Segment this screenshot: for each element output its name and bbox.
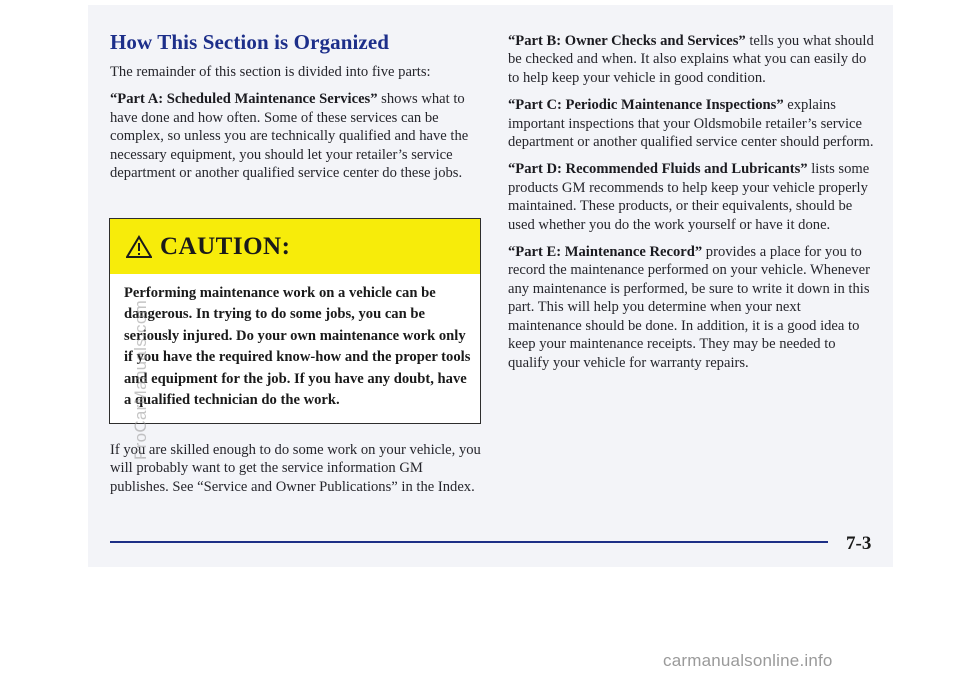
after-caution-paragraph-wrap <box>110 441 482 505</box>
part-d-title: “Part D: Recommended Fluids and Lubricants” <box>508 161 808 178</box>
part-a-text: shows what to have done and how often. Some of these services can be complex, so unless you are technically qualified and have the necessary equipment, you should let your retailer’s service department or another qualified service center do these jobs. <box>110 91 469 182</box>
part-a-title: “Part A: Scheduled Maintenance Services” <box>110 91 378 108</box>
caution-header <box>110 219 480 274</box>
warning-triangle-icon <box>126 235 152 259</box>
part-e-paragraph <box>508 243 878 372</box>
part-c-text: explains important inspections that your Oldsmobile retailer’s service department or another qualified service center should perform. <box>508 97 874 151</box>
intro-paragraph: The remainder of this section is divided into five parts: <box>110 64 431 80</box>
part-b-paragraph <box>508 32 878 87</box>
part-b-title: “Part B: Owner Checks and Services” <box>508 33 746 49</box>
bottom-watermark: carmanualsonline.info <box>663 651 833 670</box>
part-e-title: “Part E: Maintenance Record” <box>508 244 703 261</box>
part-c-paragraph <box>508 96 878 151</box>
side-watermark: ProCarManuals.com <box>131 299 150 460</box>
caution-text: Performing maintenance work on a vehicle can be dangerous. In trying to do some jobs, you can be seriously injured. Do your own maintenance work only if you have the required know-how and the proper tools and equipment for the job. If you have any doubt, have a qualified technician do the work. <box>124 285 471 409</box>
part-d-paragraph <box>508 160 878 234</box>
part-e-text: provides a place for you to record the maintenance performed on your vehicle. Whenever any maintenance is performed, be sure to write it down in this part. This will help you determine when your next maintenance should be done. In addition, it is a good idea to keep your maintenance receipts. They may be needed to qualify your vehicle for warranty repairs. <box>508 244 870 371</box>
part-a-paragraph <box>110 90 482 182</box>
right-column <box>508 32 878 381</box>
caution-box <box>109 218 481 424</box>
part-c-title: “Part C: Periodic Maintenance Inspections” <box>508 97 784 114</box>
part-b-text: tells you what should be checked and when. It also explains what you can easily do to help keep your vehicle in good condition. <box>508 33 874 86</box>
after-caution-paragraph: If you are skilled enough to do some work on your vehicle, you will probably want to get the service information GM publishes. See “Service and Owner Publications” in the Index. <box>110 442 481 495</box>
footer-rule <box>110 541 828 543</box>
page-number: 7-3 <box>846 533 872 554</box>
section-title: How This Section is Organized <box>110 30 390 54</box>
caution-title: CAUTION: <box>160 232 291 260</box>
part-d-text: lists some products GM recommends to help keep your vehicle properly maintained. These products, or their equivalents, should be used whether you do the work yourself or have it done. <box>508 161 870 233</box>
left-column <box>110 30 482 191</box>
